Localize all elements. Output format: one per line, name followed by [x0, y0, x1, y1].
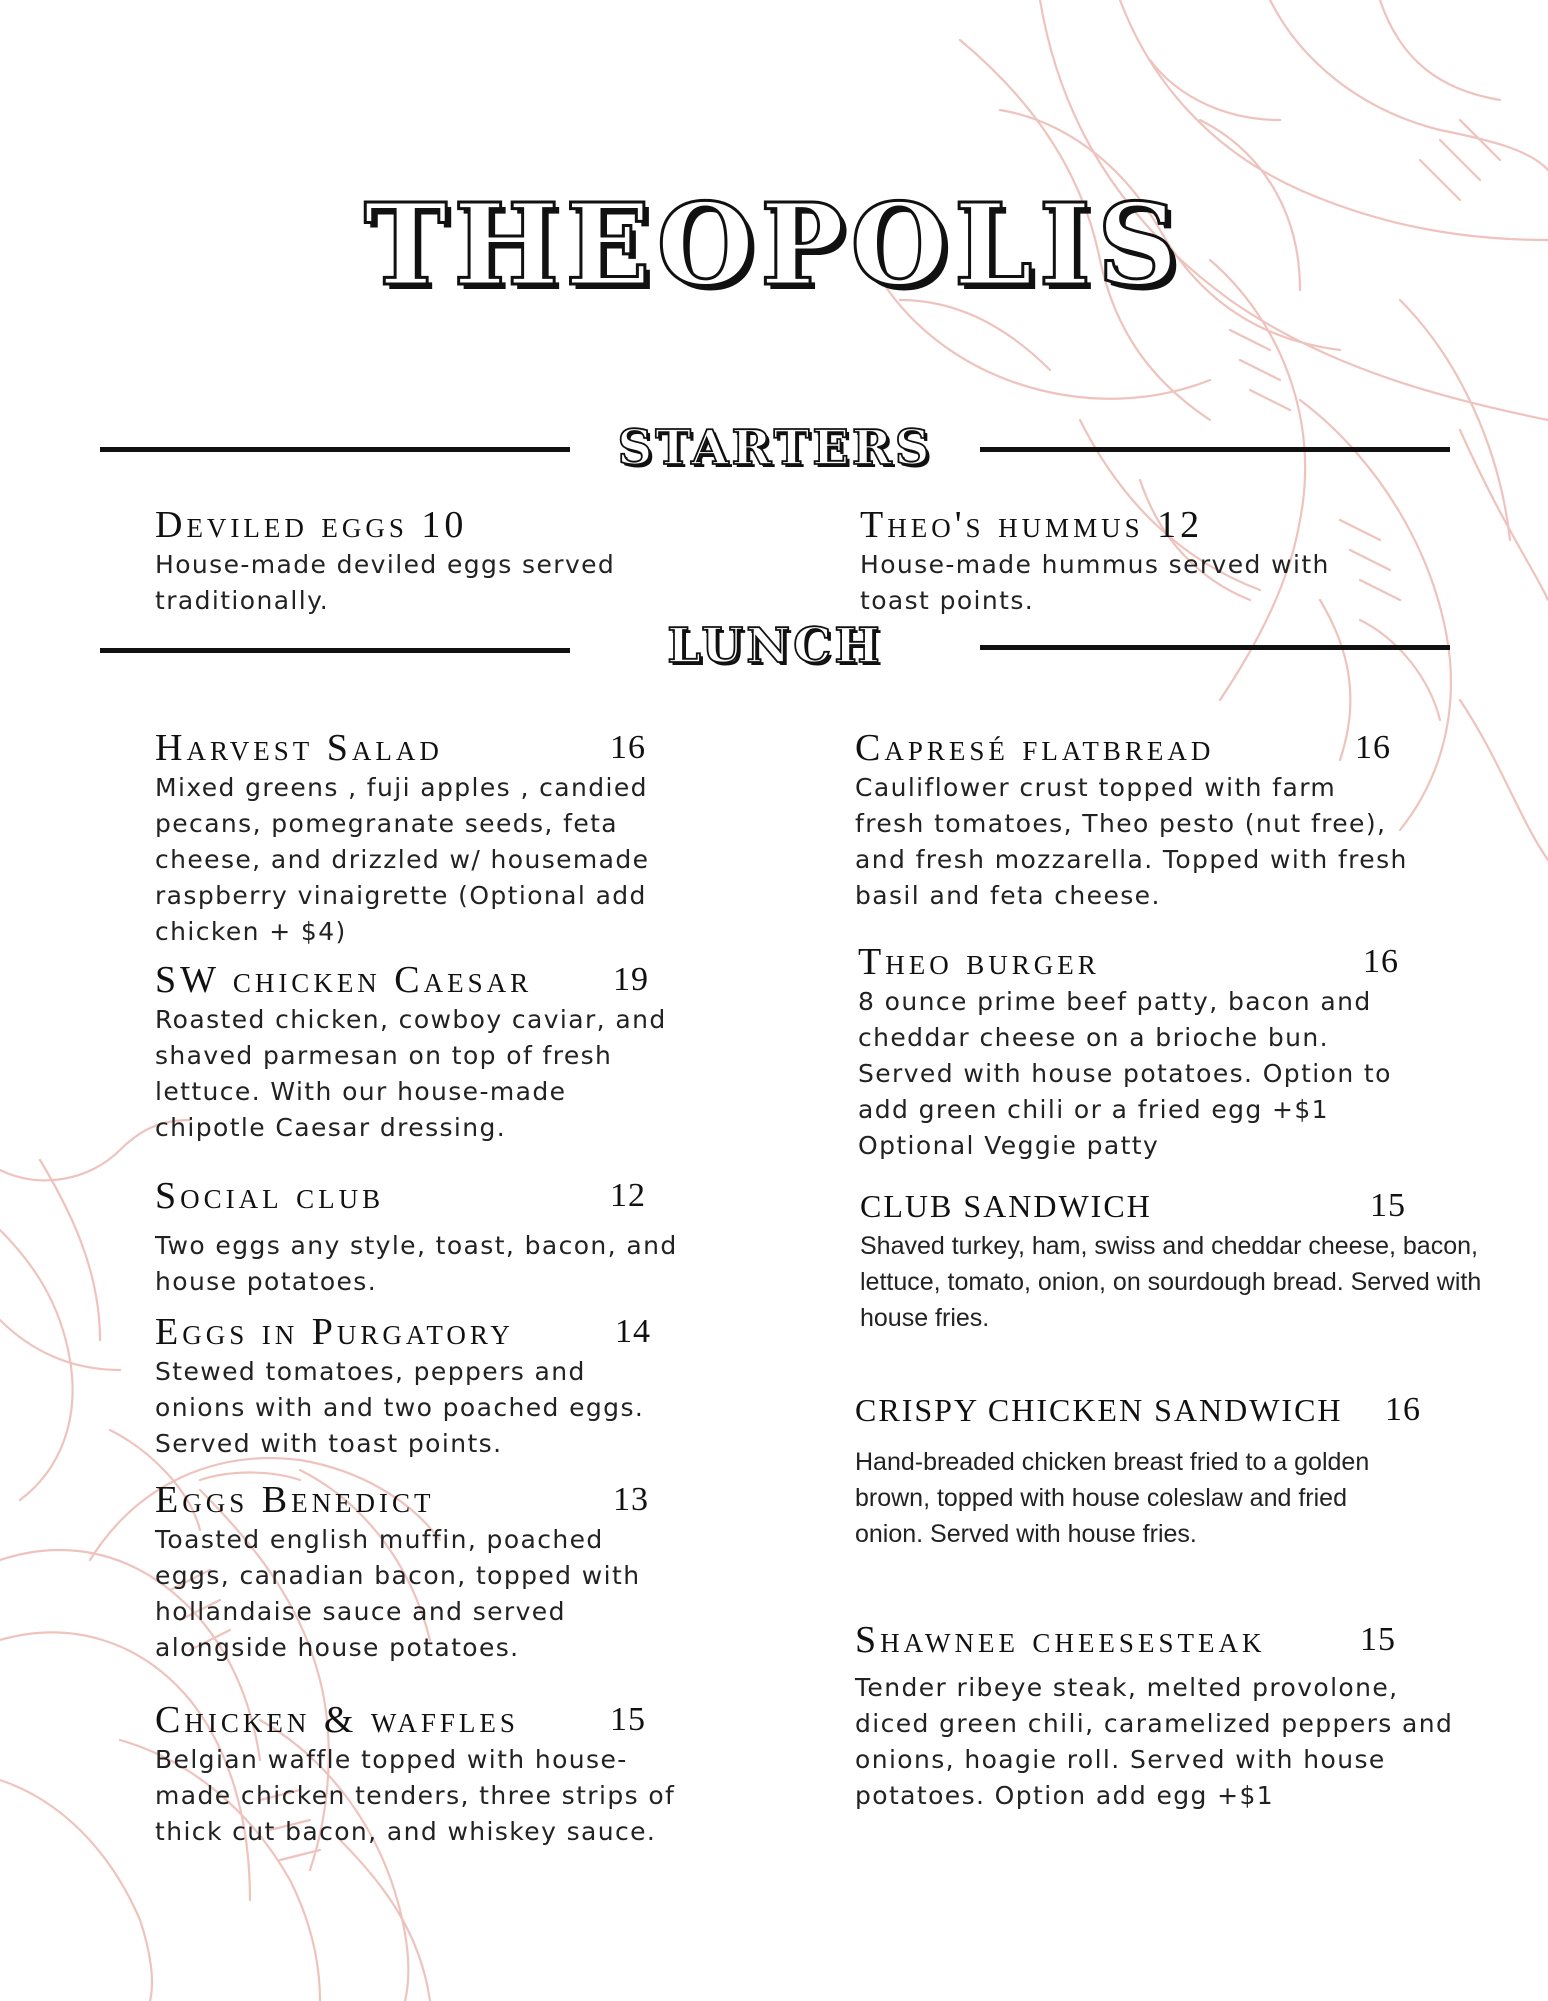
menu-item-description: Roasted chicken, cowboy caviar, and shaved parmesan on top of fresh lettuce. With our house-made chipotle Caesar dressing. [155, 1005, 667, 1142]
menu-item-description: Mixed greens , fuji apples , candied pecans, pomegranate seeds, feta cheese, and drizzled w/ housemade raspberry vinaigrette (Optional add chicken + $4) [155, 773, 650, 946]
menu-item [860, 505, 1380, 619]
menu-item [858, 942, 1418, 1164]
menu-item-price: 15 [1370, 1187, 1406, 1224]
menu-item-price: 16 [1363, 943, 1399, 980]
menu-item-name: Eggs Benedict 13 [155, 1479, 649, 1521]
menu-item-name: Harvest Salad 16 [155, 727, 646, 769]
menu-item-name: Theo burger 16 [858, 941, 1399, 983]
menu-item-name: CRISPY CHICKEN SANDWICH 16 [855, 1391, 1421, 1428]
menu-item-name: Theo's hummus 12 [860, 504, 1204, 546]
menu-item-description: Two eggs any style, toast, bacon, and house potatoes. [155, 1231, 678, 1296]
menu-item-description: Shaved turkey, ham, swiss and cheddar cheese, bacon, lettuce, tomato, onion, on sourdough bread. Served with house fries. [860, 1232, 1482, 1332]
menu-item [855, 1390, 1421, 1552]
menu-item-name: Shawnee cheesesteak 15 [855, 1619, 1396, 1661]
menu-item [155, 728, 675, 950]
restaurant-name: THEOPOLIS [364, 180, 1184, 311]
menu-item-description: House-made deviled eggs served traditionally. [155, 550, 616, 615]
menu-item-name: Deviled eggs 10 [155, 504, 468, 546]
menu-item-price: 16 [1355, 729, 1391, 766]
menu-item [155, 1312, 675, 1462]
menu-item [855, 1620, 1455, 1814]
section-title-starters: STARTERS [617, 420, 933, 476]
menu-item-price: 15 [610, 1701, 646, 1738]
section-divider-left [100, 648, 570, 653]
menu-item-name: Capresé flatbread 16 [855, 727, 1391, 769]
section-divider-left [100, 447, 570, 452]
menu-item-description: Cauliflower crust topped with farm fresh tomatoes, Theo pesto (nut free), and fresh mozzarella. Topped with fresh basil and feta cheese. [855, 773, 1408, 910]
menu-item-name: CLUB SANDWICH 15 [860, 1187, 1406, 1224]
menu-item-price: 14 [615, 1313, 651, 1350]
menu-item-price: 15 [1360, 1621, 1396, 1658]
menu-item-description: Tender ribeye steak, melted provolone, diced green chili, caramelized peppers and onions, hoagie roll. Served with house potatoes. Option add egg +$1 [855, 1673, 1454, 1810]
menu-item-description: Toasted english muffin, poached eggs, canadian bacon, topped with hollandaise sauce and served alongside house potatoes. [155, 1525, 641, 1662]
section-divider-right [980, 447, 1450, 452]
menu-item-description: Hand-breaded chicken breast fried to a golden brown, topped with house coleslaw and fried onion. Served with house fries. [855, 1448, 1370, 1548]
menu-item [155, 960, 685, 1146]
menu-item [855, 728, 1415, 914]
section-title-lunch: LUNCH [667, 618, 883, 674]
menu-item-name: Eggs in Purgatory 14 [155, 1311, 651, 1353]
menu-item-price: 19 [613, 961, 649, 998]
menu-item-description: 8 ounce prime beef patty, bacon and cheddar cheese on a brioche bun. Served with house potatoes. Option to add green chili or a fried egg +$1 Optional Veggie patty [858, 987, 1392, 1160]
menu-item [860, 1186, 1500, 1336]
section-divider-right [980, 645, 1450, 650]
menu-item-price: 13 [613, 1481, 649, 1518]
menu-item-price: 12 [610, 1177, 646, 1214]
menu-item-description: Belgian waffle topped with house-made chicken tenders, three strips of thick cut bacon, and whiskey sauce. [155, 1745, 676, 1846]
menu-item-price: 16 [610, 729, 646, 766]
menu-item [155, 1176, 695, 1300]
menu-item [155, 1480, 675, 1666]
menu-item [155, 505, 675, 619]
menu-item-name: Social club 12 [155, 1175, 646, 1217]
menu-item [155, 1700, 685, 1850]
menu-item-name: SW chicken Caesar 19 [155, 959, 649, 1001]
menu-item-description: House-made hummus served with toast points. [860, 550, 1330, 615]
menu-item-description: Stewed tomatoes, peppers and onions with and two poached eggs. Served with toast points. [155, 1357, 645, 1458]
menu-item-price: 16 [1385, 1391, 1421, 1428]
menu-item-name: Chicken & waffles 15 [155, 1699, 646, 1741]
